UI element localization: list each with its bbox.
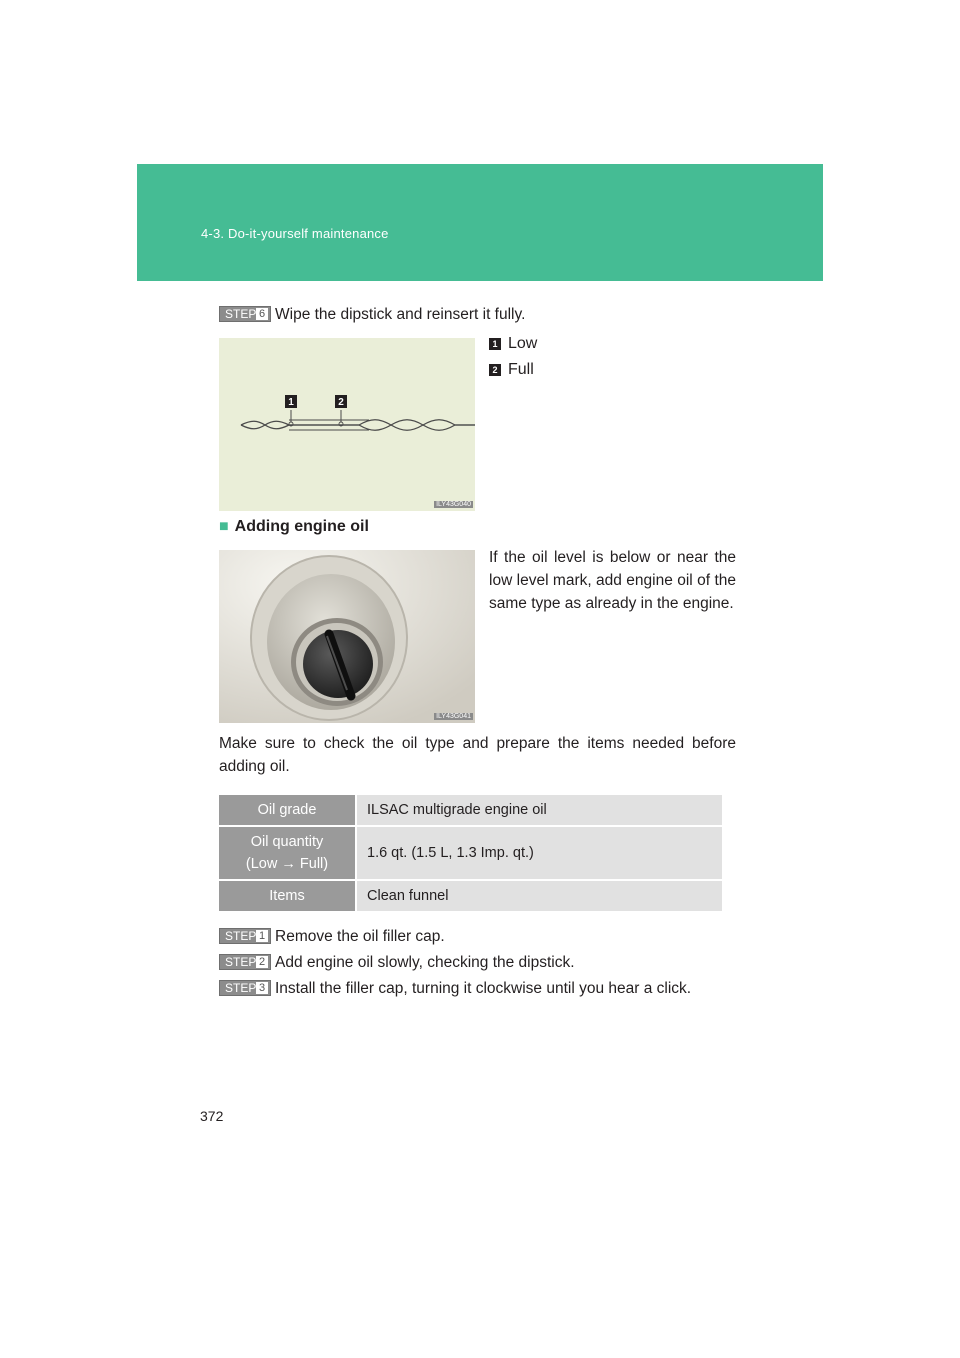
legend-number-2: 2 <box>489 364 501 376</box>
oil-grade-value: ILSAC multigrade engine oil <box>356 794 722 826</box>
step-badge-label: STEP <box>225 307 257 321</box>
step-badge <box>219 306 271 322</box>
step-3-text: Install the filler cap, turning it clockwise until you hear a click. <box>275 980 692 997</box>
step-1-text: Remove the oil filler cap. <box>275 928 445 945</box>
figure-code: ILY43G041 <box>436 713 471 720</box>
legend-label-low: Low <box>508 335 538 352</box>
items-label: Items <box>219 880 356 911</box>
step-badge-label: STEP <box>225 955 257 969</box>
legend-number-1: 1 <box>489 338 501 350</box>
oil-quantity-label-line2: (Low → Full) <box>245 856 329 872</box>
step-badge-number: 6 <box>256 308 268 320</box>
step-badge-label: STEP <box>225 929 257 943</box>
intro-paragraph: Make sure to check the oil type and prepare the items needed before adding oil. <box>219 735 736 775</box>
oil-grade-label: Oil grade <box>219 794 356 826</box>
figure-code: ILY43G040 <box>436 501 471 508</box>
items-value: Clean funnel <box>356 880 722 911</box>
step-badge-number: 1 <box>256 930 268 942</box>
oil-filler-figure <box>219 550 475 723</box>
table-row <box>219 880 722 911</box>
marker-2-label: 2 <box>338 397 344 408</box>
step-6-line <box>219 306 525 324</box>
step-badge <box>219 954 271 970</box>
oil-spec-table <box>219 793 722 911</box>
step-badge-label: STEP <box>225 981 257 995</box>
step-1-line <box>219 928 445 946</box>
table-row <box>219 794 722 826</box>
oil-quantity-label-line1: Oil quantity <box>250 834 324 850</box>
adding-oil-heading <box>219 518 369 536</box>
step-6-text: Wipe the dipstick and reinsert it fully. <box>275 306 526 323</box>
adding-oil-heading-text: Adding engine oil <box>234 518 369 535</box>
legend-item-low <box>489 335 537 353</box>
heading-square-icon: ■ <box>219 518 229 535</box>
legend-item-full <box>489 361 534 379</box>
oil-level-instruction: If the oil level is below or near the low level mark, add engine oil of the same type as already in the engine. <box>489 549 736 612</box>
step-2-line <box>219 954 575 972</box>
step-badge <box>219 928 271 944</box>
step-3-line <box>219 980 691 998</box>
oil-quantity-label <box>219 826 356 880</box>
step-2-text: Add engine oil slowly, checking the dipstick. <box>275 954 575 971</box>
section-title: 4-3. Do-it-yourself maintenance <box>201 226 389 241</box>
oil-quantity-value: 1.6 qt. (1.5 L, 1.3 Imp. qt.) <box>356 826 722 880</box>
step-badge-number: 3 <box>256 982 268 994</box>
oil-filler-cap-illustration <box>219 550 475 723</box>
marker-1-label: 1 <box>288 397 294 408</box>
step-badge-number: 2 <box>256 956 268 968</box>
step-badge <box>219 980 271 996</box>
dipstick-illustration <box>219 338 475 511</box>
page-number: 372 <box>200 1108 224 1124</box>
table-row <box>219 826 722 880</box>
legend-label-full: Full <box>508 361 534 378</box>
header-band <box>137 164 823 281</box>
dipstick-figure <box>219 338 475 511</box>
